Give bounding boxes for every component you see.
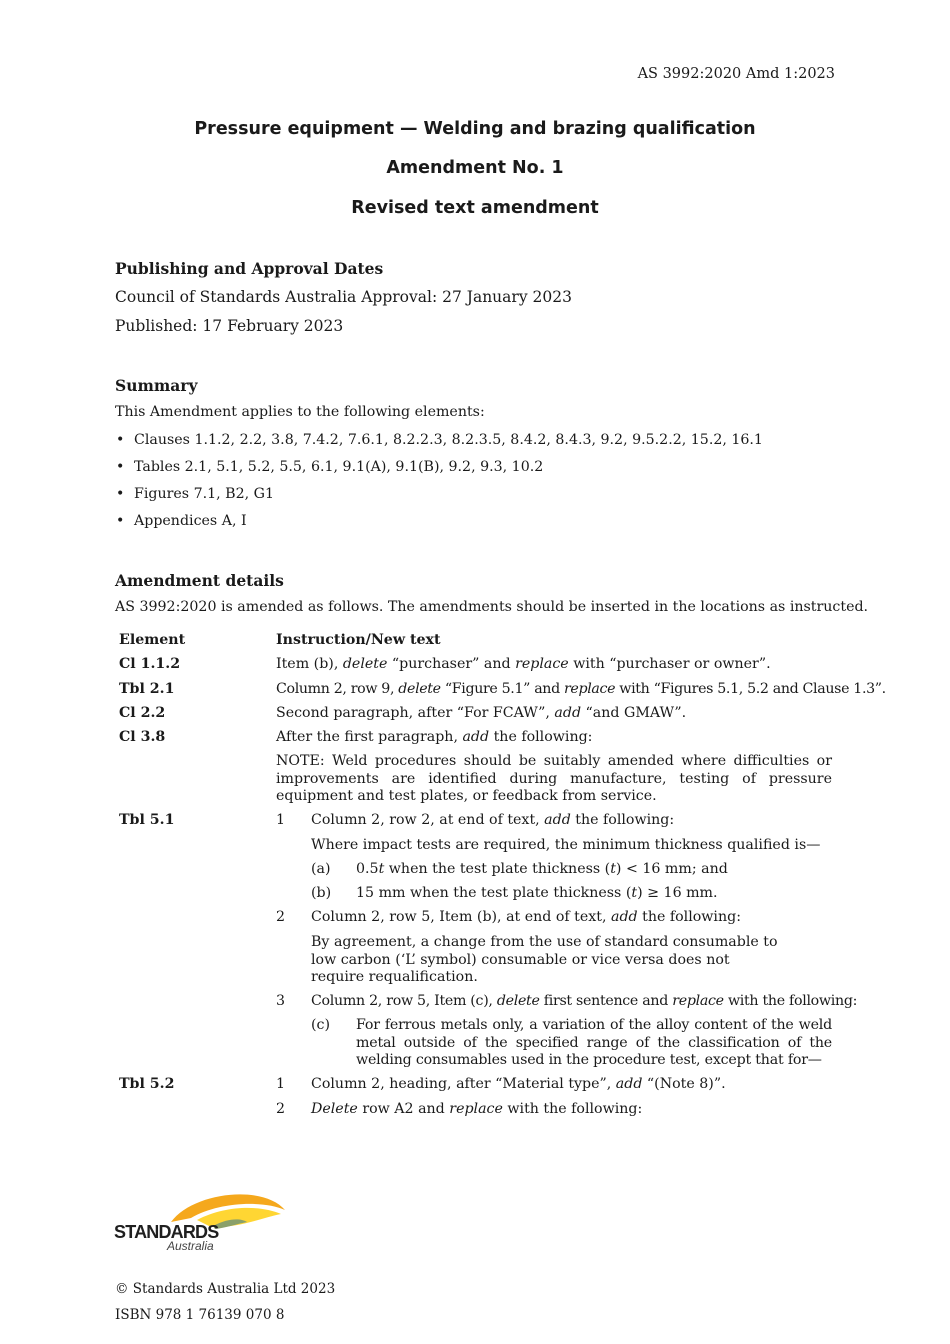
summary-item-appendices: • Appendices A, I xyxy=(115,512,763,539)
column-header-element: Element xyxy=(119,632,186,648)
tbl-5-2-item-1-instruction: Column 2, heading, after “Material type”, add “(Note 8)”. xyxy=(311,1076,726,1092)
details-intro: AS 3992:2020 is amended as follows. The amendments should be inserted in the locations as instructed. xyxy=(115,599,869,615)
summary-item-tables: • Tables 2.1, 5.1, 5.2, 5.5, 6.1, 9.1(A), 9.1(B), 9.2, 9.3, 10.2 xyxy=(115,458,763,485)
standards-australia-logo xyxy=(113,1188,293,1252)
tbl-5-2-item-1-number: 1 xyxy=(276,1076,286,1092)
element-cl-1-1-2: Cl 1.1.2 xyxy=(119,656,181,672)
tbl-5-1-item-3-instruction: Column 2, row 5, Item (c), delete first sentence and replace with the following: xyxy=(311,993,858,1009)
summary-heading: Summary xyxy=(115,376,198,395)
element-cl-2-2: Cl 2.2 xyxy=(119,705,166,721)
details-heading: Amendment details xyxy=(115,571,284,590)
tbl-5-2-item-2-instruction: Delete row A2 and replace with the following: xyxy=(311,1101,643,1117)
published-date: Published: 17 February 2023 xyxy=(115,317,344,335)
tbl-5-1-item-1-number: 1 xyxy=(276,812,286,828)
tbl-5-1-item-1a-label: (a) xyxy=(311,861,331,877)
summary-list xyxy=(115,431,763,539)
document-identifier: AS 3992:2020 Amd 1:2023 xyxy=(637,66,835,82)
tbl-5-1-item-1-instruction: Column 2, row 2, at end of text, add the following: xyxy=(311,812,675,828)
tbl-5-1-item-2-text: By agreement, a change from the use of standard consumable to low carbon (‘L’ symbol) consumable or vice versa does not require requalification. xyxy=(311,934,778,985)
element-tbl-2-1: Tbl 2.1 xyxy=(119,681,175,697)
tbl-5-1-item-2-instruction: Column 2, row 5, Item (b), at end of text, add the following: xyxy=(311,909,741,925)
document-title: Pressure equipment — Welding and brazing qualification xyxy=(194,119,756,139)
instruction-cl-1-1-2: Item (b), delete “purchaser” and replace with “purchaser or owner”. xyxy=(276,656,771,672)
element-tbl-5-2: Tbl 5.2 xyxy=(119,1076,175,1092)
summary-intro: This Amendment applies to the following elements: xyxy=(115,404,485,420)
approval-date: Council of Standards Australia Approval: 27 January 2023 xyxy=(115,288,572,306)
logo-word-standards: STANDARDS xyxy=(114,1222,219,1242)
tbl-5-1-item-3c-text: For ferrous metals only, a variation of the alloy content of the weld metal outside of the specified range of the classification of the welding consumables used in the procedure test, except that for— xyxy=(356,1017,832,1068)
tbl-5-1-item-3-number: 3 xyxy=(276,993,286,1009)
tbl-5-1-item-3c-label: (c) xyxy=(311,1017,331,1033)
tbl-5-1-item-1b-label: (b) xyxy=(311,885,332,901)
column-header-instruction: Instruction/New text xyxy=(276,632,441,648)
logo-word-australia: Australia xyxy=(167,1239,214,1252)
element-tbl-5-1: Tbl 5.1 xyxy=(119,812,175,828)
instruction-cl-3-8: After the first paragraph, add the following: xyxy=(276,729,593,745)
amendment-type: Revised text amendment xyxy=(351,198,599,218)
tbl-5-1-item-1-text: Where impact tests are required, the minimum thickness qualified is— xyxy=(311,837,821,853)
tbl-5-1-item-1b-text: 15 mm when the test plate thickness (t) ≥ 16 mm. xyxy=(356,885,718,901)
tbl-5-1-item-2-number: 2 xyxy=(276,909,286,925)
summary-item-figures: • Figures 7.1, B2, G1 xyxy=(115,485,763,512)
copyright: © Standards Australia Ltd 2023 xyxy=(115,1281,336,1297)
element-cl-3-8: Cl 3.8 xyxy=(119,729,166,745)
isbn: ISBN 978 1 76139 070 8 xyxy=(115,1307,285,1323)
summary-item-clauses: • Clauses 1.1.2, 2.2, 3.8, 7.4.2, 7.6.1, 8.2.2.3, 8.2.3.5, 8.4.2, 8.4.3, 9.2, 9.5.2.2, 15.2, 16.1 xyxy=(115,431,763,458)
instruction-tbl-2-1: Column 2, row 9, delete “Figure 5.1” and replace with “Figures 5.1, 5.2 and Clause 1.3”. xyxy=(276,681,886,697)
tbl-5-1-item-1a-text: 0.5t when the test plate thickness (t) < 16 mm; and xyxy=(356,861,728,877)
tbl-5-2-item-2-number: 2 xyxy=(276,1101,286,1117)
instruction-cl-2-2: Second paragraph, after “For FCAW”, add “and GMAW”. xyxy=(276,705,687,721)
amendment-number: Amendment No. 1 xyxy=(386,158,564,178)
publishing-heading: Publishing and Approval Dates xyxy=(115,259,384,278)
cl-3-8-note: NOTE: Weld procedures should be suitably amended where difficulties or improvements are identified during manufacture, testing of pressure equipment and test plates, or feedback from service. xyxy=(276,753,832,804)
